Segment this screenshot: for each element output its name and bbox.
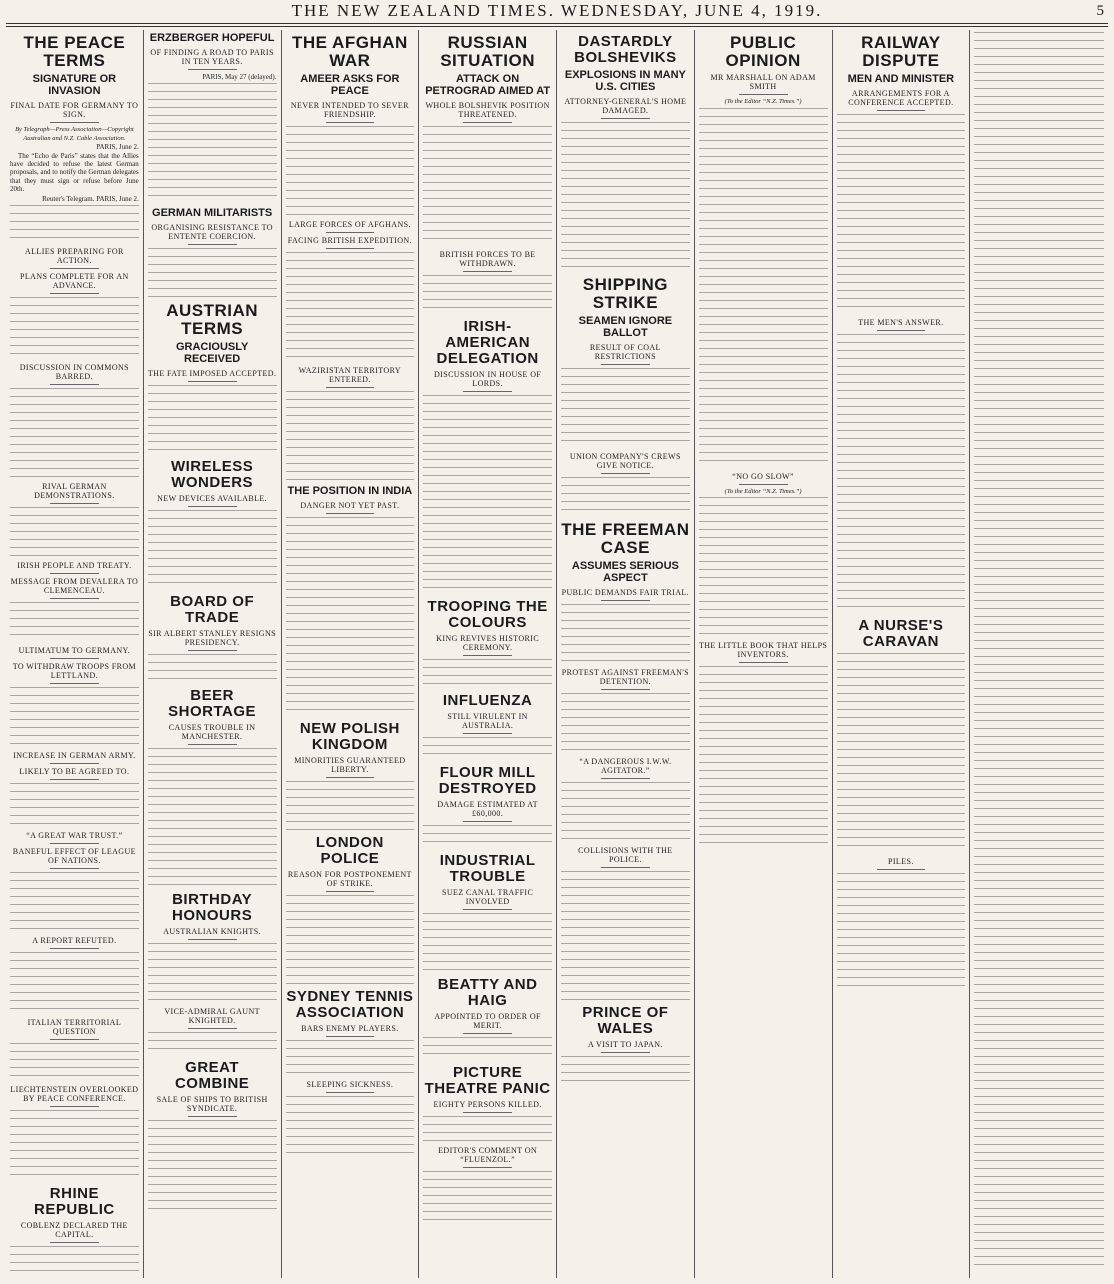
divider [50,658,99,659]
article-headline: RUSSIAN SITUATION [440,33,536,70]
divider [463,1033,512,1034]
article-dateline: PARIS, May 27 (delayed). [202,73,277,81]
divider [601,473,650,474]
article-deck: IRISH PEOPLE AND TREATY. [17,561,132,571]
article-text-block [286,391,415,481]
article-text-block [423,659,552,689]
article-headline: BOARD OF TRADE [170,593,255,626]
divider [877,869,926,870]
article-deck: ITALIAN TERRITORIAL QUESTION [27,1018,122,1037]
article-deck: MESSAGE FROM DEVALERA TO CLEMENCEAU. [10,577,139,596]
column-4 [419,30,557,1278]
article-deck: ORGANISING RESISTANCE TO ENTENTE COERCION. [151,223,273,241]
article-text-block [423,275,552,315]
article-deck: BARS ENEMY PLAYERS. [301,1024,399,1033]
divider [188,744,237,745]
article-text-block [10,687,139,747]
article-text-block [423,1116,552,1142]
divider [463,1167,512,1168]
article-deck: SALE OF SHIPS TO BRITISH SYNDICATE. [156,1095,268,1113]
divider [326,513,375,514]
article-deck: FINAL DATE FOR GERMANY TO SIGN. [10,101,139,119]
divider [463,122,512,123]
article-subheadline: ATTACK ON PETROGRAD AIMED AT [425,73,551,97]
article-headline: SYDNEY TENNIS ASSOCIATION [286,988,414,1021]
article-headline: NEW POLISH KINGDOM [299,720,400,753]
article-deck: THE LITTLE BOOK THAT HELPS INVENTORS. [698,641,828,659]
divider [601,600,650,601]
article-deck: AUSTRALIAN KNIGHTS. [163,927,262,936]
divider [188,650,237,651]
article-text-block [148,83,277,203]
article-text-block [837,873,966,993]
article-text-block [148,510,277,590]
article-headline: IRISH-AMERICAN DELEGATION [436,318,539,367]
article-text-block [148,748,277,888]
article-deck: UNION COMPANY'S CREWS GIVE NOTICE. [569,452,681,470]
article-deck: LIECHTENSTEIN OVERLOOKED BY PEACE CONFERENCE. [10,1085,139,1104]
article-text-block [423,737,552,761]
article-text-block [699,666,828,846]
divider [50,763,99,764]
article-text-block [286,1040,415,1076]
article-text-block [148,1120,277,1210]
article-headline: DASTARDLY BOLSHEVIKS [574,33,677,66]
article-deck: LARGE FORCES OF AFGHANS. [288,220,411,229]
article-deck: “A GREAT WAR TRUST.” [26,831,123,841]
divider [463,909,512,910]
article-headline: RAILWAY DISPUTE [861,33,941,70]
divider [50,293,99,294]
article-text-block [561,782,690,842]
article-text-block [148,385,277,455]
article-text-block [10,1110,139,1182]
article-text-block [10,1043,139,1081]
divider [739,662,788,663]
article-headline: BEER SHORTAGE [168,687,257,720]
masthead-rule [6,23,1108,24]
article-text-block [561,871,690,1001]
divider [601,689,650,690]
article-deck: EDITOR'S COMMENT ON “FLUENZOL.” [438,1146,538,1164]
divider [463,391,512,392]
divider [50,122,99,123]
divider [50,503,99,504]
article-deck: OF FINDING A ROAD TO PARIS IN TEN YEARS. [150,48,274,66]
divider [188,506,237,507]
divider [463,733,512,734]
divider [601,118,650,119]
divider [601,778,650,779]
article-text-block [974,32,1104,1272]
article-dateline: PARIS, June 2. [96,143,139,151]
article-deck: REASON FOR POSTPONEMENT OF STRIKE. [287,870,412,888]
divider [326,122,375,123]
article-text-block [148,248,277,298]
divider [326,1036,375,1037]
article-deck: ULTIMATUM TO GERMANY. [18,646,131,656]
article-deck: SLEEPING SICKNESS. [306,1080,394,1089]
divider [739,94,788,95]
divider [601,364,650,365]
divider [50,573,99,574]
divider [326,777,375,778]
article-deck: MINORITIES GUARANTEED LIBERTY. [294,756,406,774]
article-headline: AUSTRIAN TERMS [166,301,259,338]
article-text-block [423,126,552,246]
divider [50,868,99,869]
divider [463,655,512,656]
article-subheadline: EXPLOSIONS IN MANY U.S. CITIES [564,69,686,93]
divider [188,69,237,70]
article-headline: THE FREEMAN CASE [561,520,690,557]
article-deck: DANGER NOT YET PAST. [300,501,400,510]
article-subheadline: MEN AND MINISTER [847,73,955,85]
article-subheadline: GERMAN MILITARISTS [152,207,273,219]
divider [188,939,237,940]
article-text-block [423,395,552,595]
article-headline: PUBLIC OPINION [725,33,801,70]
article-deck: WHOLE BOLSHEVIK POSITION THREATENED. [425,101,550,119]
article-subheadline: SEAMEN IGNORE BALLOT [578,315,673,339]
article-headline: LONDON POLICE [315,834,384,867]
divider [326,387,375,388]
article-text-block [561,368,690,448]
article-dateline: Reuter's Telegram. PARIS, June 2. [42,195,139,204]
article-deck: “NO GO SLOW” [732,471,794,481]
article-byline: By Telegraph—Press Association—Copyright [15,126,134,133]
column-1 [6,30,144,1278]
article-text-block [10,205,139,243]
divider [50,598,99,599]
article-text-block [699,108,828,468]
article-deck: DAMAGE ESTIMATED AT £60,000. [437,800,538,818]
article-deck: ATTORNEY-GENERAL'S HOME DAMAGED. [564,97,687,115]
article-byline: (To the Editor “N.Z. Times.”) [724,487,802,495]
article-headline: RHINE REPUBLIC [34,1185,115,1219]
newspaper-columns [6,30,1108,1278]
divider [50,384,99,385]
divider [50,843,99,844]
article-deck: MR MARSHALL ON ADAM SMITH [710,73,816,91]
divider [601,1052,650,1053]
article-headline: THE AFGHAN WAR [291,33,408,70]
divider [188,1116,237,1117]
article-headline: FLOUR MILL DESTROYED [438,764,537,797]
article-deck: DISCUSSION IN HOUSE OF LORDS. [433,370,542,388]
article-text-block [837,114,966,314]
article-deck: A REPORT REFUTED. [32,936,117,946]
article-headline: A NURSE'S CARAVAN [858,617,944,650]
article-text-block [286,252,415,362]
article-text-block [10,507,139,557]
divider [877,330,926,331]
article-subheadline: THE POSITION IN INDIA [287,485,413,497]
masthead-rule-2 [6,26,1108,27]
divider [50,683,99,684]
article-deck: A VISIT TO JAPAN. [587,1040,663,1049]
article-deck: ARRANGEMENTS FOR A CONFERENCE ACCEPTED. [848,89,954,107]
article-deck: RESULT OF COAL RESTRICTIONS [589,343,661,361]
article-text-block [561,1056,690,1086]
article-text-block [699,497,828,637]
article-text-block [423,913,552,973]
article-text-block [148,943,277,1003]
column-3 [282,30,420,1278]
article-deck: COBLENZ DECLARED THE CAPITAL. [20,1221,128,1240]
article-text-block [423,825,552,849]
article-deck: NEW DEVICES AVAILABLE. [157,494,268,503]
article-deck: SIR ALBERT STANLEY RESIGNS PRESIDENCY. [148,629,276,647]
divider [463,1112,512,1113]
article-deck: PLANS COMPLETE FOR AN ADVANCE. [20,272,129,291]
article-text-block [286,895,415,985]
article-text-block [286,1096,415,1156]
article-text-block [286,781,415,831]
divider [326,1092,375,1093]
article-headline: THE PEACE TERMS [23,33,126,70]
article-text-block [423,1037,552,1061]
column-6 [695,30,833,1278]
article-deck: FACING BRITISH EXPEDITION. [287,236,412,245]
page-number: 5 [1096,3,1106,19]
article-deck: PROTEST AGAINST FREEMAN'S DETENTION. [561,668,689,686]
article-deck: “A DANGEROUS I.W.W. AGITATOR.” [579,757,672,775]
article-byline: Australian and N.Z. Cable Association. [23,134,126,142]
divider [463,271,512,272]
newspaper-title: THE NEW ZEALAND TIMES. WEDNESDAY, JUNE 4, 1919. [291,1,823,20]
article-text-block [10,783,139,827]
article-deck: PUBLIC DEMANDS FAIR TRIAL. [561,588,690,597]
article-deck: VICE-ADMIRAL GAUNT KNIGHTED. [164,1007,260,1025]
divider [50,268,99,269]
divider [50,1242,99,1243]
article-deck: LIKELY TO BE AGREED TO. [19,767,130,777]
article-headline: TROOPING THE COLOURS [427,598,548,631]
article-subheadline: ERZBERGER HOPEFUL [149,32,275,44]
divider [877,110,926,111]
article-deck: DISCUSSION IN COMMONS BARRED. [19,363,130,382]
article-headline: BEATTY AND HAIG [437,976,538,1009]
article-deck: TO WITHDRAW TROOPS FROM LETTLAND. [12,662,137,681]
article-text-block [10,872,139,932]
article-headline: SHIPPING STRIKE [582,275,668,312]
article-deck: NEVER INTENDED TO SEVER FRIENDSHIP. [290,101,409,119]
article-text-block [423,1171,552,1221]
article-deck: PILES. [888,857,914,866]
article-deck: EIGHTY PERSONS KILLED. [433,1100,542,1109]
divider [188,244,237,245]
article-byline: (To the Editor “N.Z. Times.”) [724,98,802,105]
divider [188,381,237,382]
divider [326,248,375,249]
article-deck: COLLISIONS WITH THE POLICE. [578,846,673,864]
article-deck: APPOINTED TO ORDER OF MERIT. [434,1012,541,1030]
article-deck: BRITISH FORCES TO BE WITHDRAWN. [439,250,536,268]
article-headline: BIRTHDAY HONOURS [172,891,253,924]
article-body: The “Echo de Paris” states that the Allies have decided to refuse the latest German proposals, and to notify the German delegates that they must sign or refuse before June 20th. [10,152,139,193]
article-text-block [148,654,277,684]
article-subheadline: ASSUMES SERIOUS ASPECT [571,560,679,584]
divider [463,821,512,822]
article-text-block [837,334,966,614]
article-subheadline: AMEER ASKS FOR PEACE [300,73,400,97]
divider [50,779,99,780]
divider [50,948,99,949]
article-deck: THE MEN'S ANSWER. [858,318,944,327]
divider [50,1106,99,1107]
article-deck: SUEZ CANAL TRAFFIC INVOLVED [442,888,534,906]
column-5 [557,30,695,1278]
article-text-block [10,388,139,478]
article-deck: WAZIRISTAN TERRITORY ENTERED. [298,366,402,384]
article-deck: RIVAL GERMAN DEMONSTRATIONS. [34,482,115,501]
article-headline: PRINCE OF WALES [582,1004,669,1037]
article-text-block [837,653,966,853]
divider [188,1028,237,1029]
article-deck: THE FATE IMPOSED ACCEPTED. [147,369,277,378]
article-text-block [148,1032,277,1056]
divider [739,484,788,485]
article-headline: WIRELESS WONDERS [170,458,254,491]
article-text-block [286,126,415,216]
article-text-block [10,602,139,642]
divider [601,867,650,868]
article-text-block [10,297,139,359]
article-deck: KING REVIVES HISTORIC CEREMONY. [436,634,540,652]
masthead [0,0,1114,22]
article-deck: CAUSES TROUBLE IN MANCHESTER. [168,723,256,741]
article-headline: GREAT COMBINE [174,1059,250,1092]
divider [50,1039,99,1040]
article-headline: PICTURE THEATRE PANIC [424,1064,551,1097]
article-deck: ALLIES PREPARING FOR ACTION. [24,247,124,266]
column-2 [144,30,282,1278]
article-text-block [561,604,690,664]
article-subheadline: GRACIOUSLY RECEIVED [175,341,249,365]
article-headline: INFLUENZA [442,692,533,709]
article-text-block [561,477,690,517]
article-deck: INCREASE IN GERMAN ARMY. [13,751,136,761]
column-7 [833,30,971,1278]
article-text-block [286,517,415,717]
divider [326,891,375,892]
article-subheadline: SIGNATURE OR INVASION [32,73,117,97]
column-8 [970,30,1108,1278]
article-text-block [10,952,139,1014]
article-text-block [561,693,690,753]
article-text-block [561,122,690,272]
divider [326,232,375,233]
article-headline: INDUSTRIAL TROUBLE [439,852,536,885]
article-deck: STILL VIRULENT IN AUSTRALIA. [447,712,528,730]
article-deck: BANEFUL EFFECT OF LEAGUE OF NATIONS. [12,847,136,866]
article-text-block [10,1246,139,1276]
